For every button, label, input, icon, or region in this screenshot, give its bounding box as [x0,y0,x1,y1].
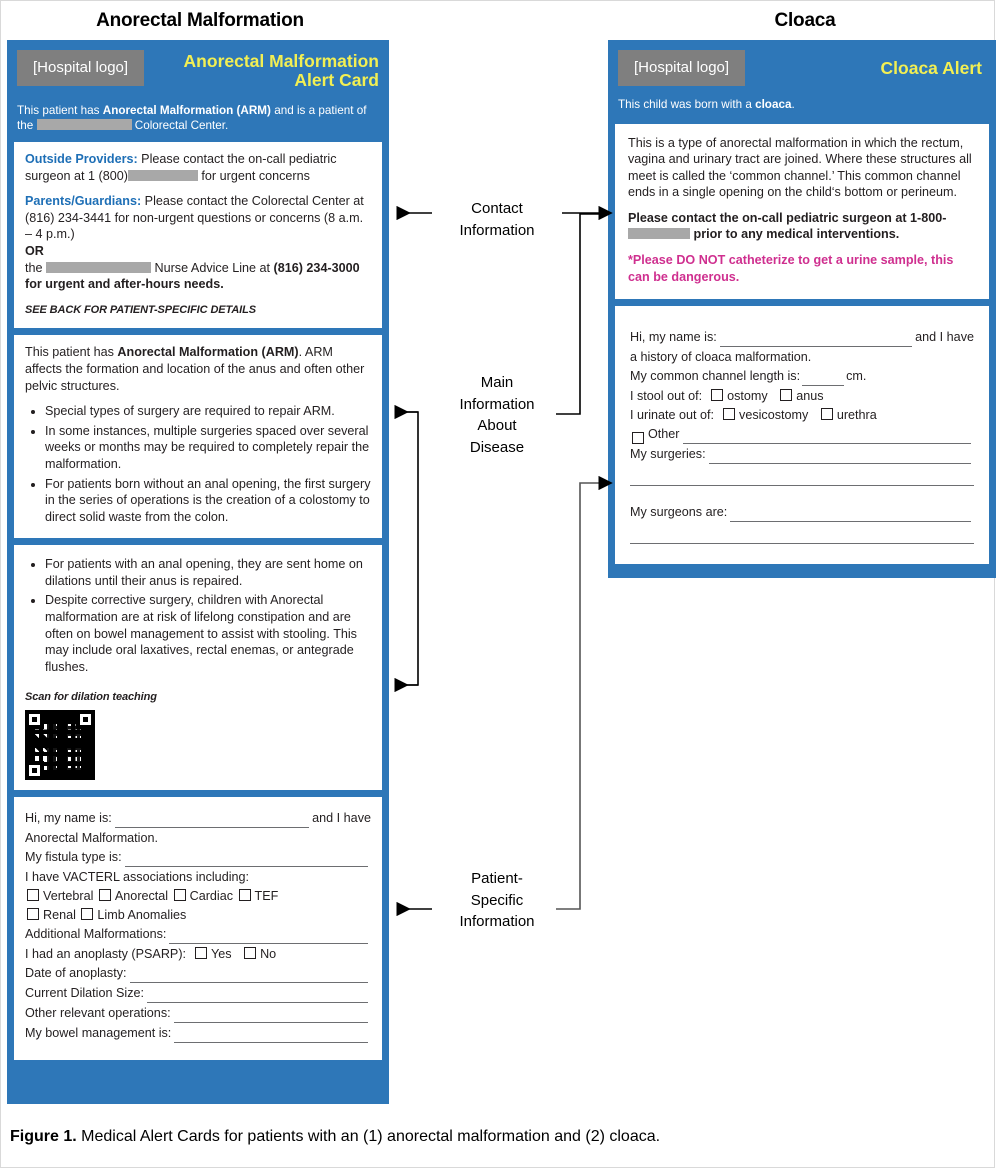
redaction-bar-hospital-name [37,119,132,130]
arm-patient-specific-form-panel [14,797,382,1060]
surgeries-input[interactable] [709,449,971,464]
label-anorectal: Anorectal [114,889,169,904]
form-row-dilation-size [25,984,371,1003]
qr-finder-bottom-left-icon [25,761,44,780]
label-stool-anus: anus [796,389,824,404]
vacterl-options-row-2 [25,906,371,925]
annotation-main-line3: About [477,417,517,434]
arm-alert-title-line1: Anorectal Malformation [183,51,379,71]
arm-info-bullet-list [25,403,371,525]
arm-intro-c: . ARM affects the formation and location of the anus and often other pelvic structures. [25,345,365,393]
redaction-bar-nurse-line [46,262,151,273]
arm-contact-information-panel [14,142,382,328]
caption-label: Figure 1. [10,1128,77,1145]
name-suffix-label: and I have [915,330,974,345]
list-item: • Despite corrective surgery, children with Anorectal malformation are at risk of lifelong constipation and are often on bowel management to assist with stooling. This may include oral laxatives, rectal enemas, or antegrade flushes. [45,592,371,675]
annotation-main-line1: Main [480,374,514,391]
psarp-label: I had an anoplasty (PSARP): [25,947,187,962]
fistula-input[interactable] [125,852,368,867]
checkbox-other[interactable] [632,432,644,444]
annotation-contact-information [432,198,562,241]
checkbox-psarp-no[interactable] [244,947,256,959]
parents-guardians-block [25,193,371,293]
label-renal: Renal [43,908,76,923]
name-suffix-label: and I have [312,811,371,826]
form-row-psarp [25,945,371,964]
cloaca-patient-specific-form-panel [615,306,989,564]
arm-info-bullet-list-2 [25,556,371,675]
fistula-label: My fistula type is: [25,850,122,865]
other-operations-label: Other relevant operations: [25,1006,171,1021]
see-back-note: SEE BACK FOR PATIENT-SPECIFIC DETAILS [25,303,256,316]
surgeries-input-line-2[interactable] [630,470,974,486]
name-label: Hi, my name is: [25,811,112,826]
arm-header-sub-d: Colorectal Center. [131,118,229,132]
label-psarp-yes: Yes [211,947,232,962]
other-label: Other [648,427,680,442]
date-anoplasty-input[interactable] [130,968,368,983]
outside-providers-block [25,151,371,184]
hospital-logo-placeholder: [Hospital logo] [618,50,745,86]
nurse-advice-phone: (816) 234-3000 [273,260,360,275]
annotation-main-information-about-disease [432,372,562,458]
arm-header-sub-a: This patient has [17,104,103,117]
arm-header-sub-c: and is a patient of the [17,104,367,132]
nurse-text-b: Nurse Advice Line at [154,260,274,275]
qr-finder-top-right-icon [76,710,95,729]
redaction-bar-cloaca-phone [628,228,690,239]
cloaca-header-subtitle [608,88,996,124]
list-item: • In some instances, multiple surgeries spaced over several weeks or months may be required to completely repair the malformation. [45,423,371,473]
nurse-text-c: for urgent and after-hours needs. [25,277,224,292]
urinate-label: I urinate out of: [630,408,715,423]
label-urinate-vesicostomy: vesicostomy [739,408,809,423]
arm-intro-a: This patient has [25,345,118,360]
checkbox-psarp-yes[interactable] [195,947,207,959]
form-row-stool [630,387,974,406]
form-row-name [25,809,371,828]
annotation-patient-specific-information [432,868,562,933]
cloaca-main-information-panel [615,124,989,300]
form-row-surgeries [630,445,974,464]
caption-text: Medical Alert Cards for patients with an (1) anorectal malformation and (2) cloaca. [76,1128,661,1145]
label-cardiac: Cardiac [189,889,234,904]
label-urinate-urethra: urethra [836,408,877,423]
list-item: • For patients with an anal opening, they are sent home on dilations until their anus is repaired. [45,556,371,589]
hospital-logo-placeholder: [Hospital logo] [17,50,144,86]
column-title-cloaca: Cloaca [774,10,836,31]
annotation-contact-line2: Information [459,221,535,239]
or-text: OR [25,243,44,258]
other-operations-input[interactable] [174,1008,368,1023]
checkbox-anorectal[interactable] [99,889,111,901]
cloaca-contact-b: prior to any medical interventions. [690,227,900,242]
name-label: Hi, my name is: [630,330,717,345]
arm-alert-title [150,50,379,90]
qr-code-icon[interactable] [25,710,95,780]
cloaca-contact-paragraph [628,210,976,243]
checkbox-urinate-urethra[interactable] [821,408,833,420]
surgeons-input[interactable] [730,507,971,522]
surgeons-input-line-2[interactable] [630,528,974,544]
checkbox-limb-anomalies[interactable] [81,908,93,920]
checkbox-stool-ostomy[interactable] [711,389,723,401]
label-stool-ostomy: ostomy [727,389,768,404]
cloaca-header-sub-bold: cloaca [755,98,792,111]
surgeons-label: My surgeons are: [630,505,728,520]
additional-malformations-input[interactable] [169,929,368,944]
annotation-main-line4: Disease [469,438,525,456]
form-row-condition: Anorectal Malformation. [25,831,158,846]
cloaca-warning-text: *Please DO NOT catheterize to get a urine sample, this can be dangerous. [628,253,954,284]
label-tef: TEF [254,889,279,904]
cloaca-header-sub-a: This child was born with a [618,98,756,111]
form-row-date-anoplasty [25,964,371,983]
checkbox-stool-anus[interactable] [780,389,792,401]
list-item: • For patients born without an anal opening, the first surgery in the series of operations is the creation of a colostomy to direct solid waste from the colon. [45,476,371,526]
label-vertebral: Vertebral [43,889,94,904]
common-channel-label: My common channel length is: [630,369,801,384]
form-row-additional-malformations [25,925,371,944]
common-channel-input[interactable] [802,372,844,386]
outside-providers-label: Outside Providers: [25,152,138,166]
checkbox-vertebral[interactable] [27,889,39,901]
form-row-other [630,425,974,444]
name-input[interactable] [115,813,309,828]
column-title-anorectal-malformation: Anorectal Malformation [96,10,304,31]
form-row-fistula [25,848,371,867]
cloaca-header-sub-c: . [791,98,795,111]
form-row-other-operations [25,1004,371,1023]
other-input[interactable] [683,429,972,444]
annotation-contact-line1: Contact [471,200,523,217]
annotation-patient-line3: Information [459,913,535,930]
parents-guardians-text: Please contact the Colorectal Center at (816) 234-3441 for non-urgent questions or concerns (8 a.m. – 4 p.m.) [25,194,364,242]
figure-caption [10,1126,985,1148]
arm-main-information-panel-2 [14,545,382,790]
label-psarp-no: No [260,947,277,962]
arm-card-header [7,40,389,98]
name-input[interactable] [720,332,912,347]
arm-header-subtitle [7,98,389,142]
surgeries-label: My surgeries: [630,447,706,462]
dilation-size-input[interactable] [147,988,368,1003]
form-row-urinate [630,406,974,425]
checkbox-urinate-vesicostomy[interactable] [723,408,735,420]
annotation-patient-line2: Specific [470,891,524,909]
form-row-bowel-management [25,1024,371,1043]
arm-intro-bold: Anorectal Malformation (ARM) [117,345,299,360]
vacterl-label: I have VACTERL associations including: [25,870,249,885]
cloaca-description-paragraph: This is a type of anorectal malformation in which the rectum, vagina and urinary tract are joined. Where these structures all meet is called the ‘common channel.’ This common channel ends in a single opening on the child‘s bottom or perineum. [628,135,972,200]
arm-intro-paragraph [25,344,371,394]
checkbox-cardiac[interactable] [174,889,186,901]
qr-pattern-fill-secondary [27,734,47,756]
list-item: • Special types of surgery are required to repair ARM. [45,403,371,420]
arm-header-sub-bold: Anorectal Malformation (ARM) [102,104,271,117]
bowel-management-input[interactable] [174,1028,368,1043]
additional-malformations-label: Additional Malformations: [25,927,167,942]
dilation-size-label: Current Dilation Size: [25,986,144,1001]
outside-providers-text-a: Please contact the on-call pediatric surgeon at 1 (800) [25,152,337,183]
cloaca-alert-card [608,40,996,578]
checkbox-tef[interactable] [239,889,251,901]
outside-providers-text-b: for urgent concerns [201,168,310,183]
cloaca-contact-a: Please contact the on-call pediatric surgeon at 1-800- [628,210,947,225]
arm-main-information-panel [14,335,382,538]
annotation-patient-line1: Patient- [471,870,523,887]
form-row-surgeons [630,503,974,522]
arm-alert-title-line2: Alert Card [294,70,379,90]
form-row-common-channel [630,367,974,386]
checkbox-renal[interactable] [27,908,39,920]
stool-label: I stool out of: [630,389,703,404]
form-row-name [630,328,974,347]
label-limb-anomalies: Limb Anomalies [97,908,187,923]
anorectal-malformation-alert-card [7,40,389,1104]
qr-caption: Scan for dilation teaching [25,691,157,704]
parents-guardians-label: Parents/Guardians: [25,194,142,209]
qr-finder-top-left-icon [25,710,44,729]
bowel-management-label: My bowel management is: [25,1026,172,1041]
date-anoplasty-label: Date of anoplasty: [25,966,127,981]
form-row-condition: a history of cloaca malformation. [630,350,812,365]
redaction-bar-phone [128,170,198,181]
common-channel-unit: cm. [846,369,867,384]
cloaca-alert-title: Cloaca Alert [880,57,982,78]
vacterl-options-row-1 [25,887,371,906]
nurse-text-a: the [25,260,43,275]
annotation-main-line2: Information [459,395,535,413]
cloaca-card-header [608,40,996,88]
